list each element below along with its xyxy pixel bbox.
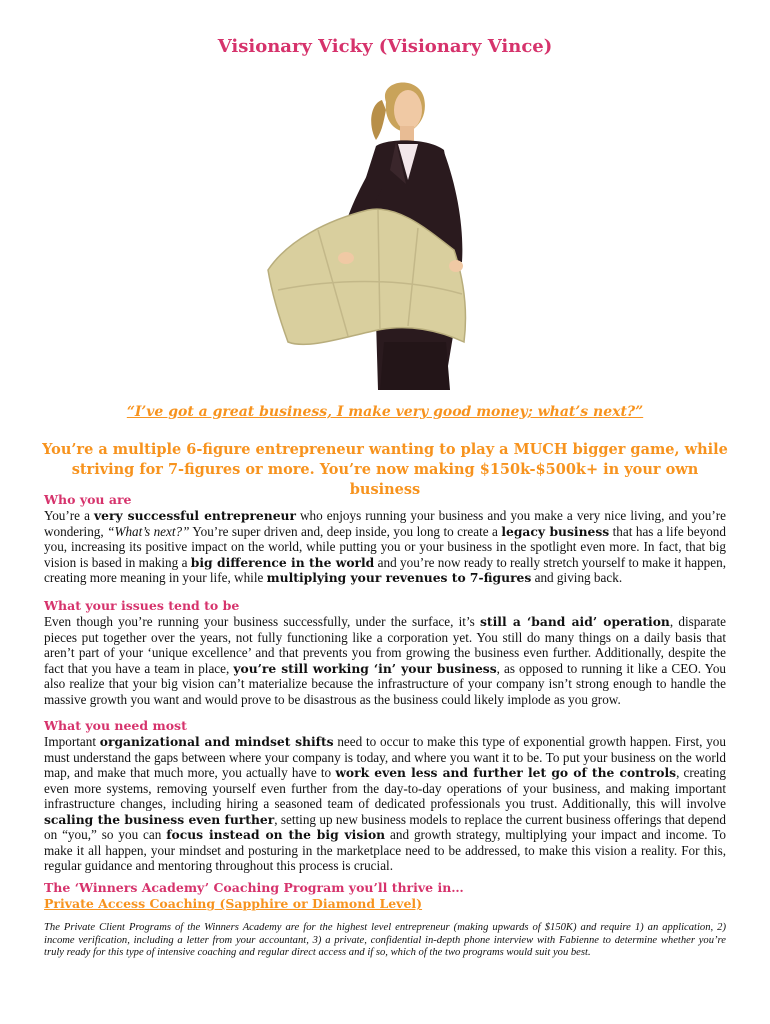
winners-academy-heading: The ‘Winners Academy’ Coaching Program you’ll thrive in…: [44, 880, 464, 895]
program-requirements-note: The Private Client Programs of the Winners Academy are for the highest level entrepreneur (making upwards of $150K) and require 1) an application, 2) income verification, including a letter from your accountant, 3) a private, confidential in-depth phone interview with Fabienne to determine whether you’re truly ready for this type of intensive coaching and regular direct access and if so, which of the two programs would suit you best.: [44, 922, 726, 958]
section-winners-academy: [44, 880, 726, 912]
page-title: Visionary Vicky (Visionary Vince): [217, 36, 553, 57]
section-body-issues: Even though you’re running your business successfully, under the surface, it’s still a ‘band aid’ operation, disparate pieces put together over the years, not fully functioning like a corporation yet. You still do many things on a daily basis that aren’t part of your ‘unique excellence’ and that prevents you from growing the business even further. Additionally, despite the fact that you have a team in place, you’re still working ‘in’ your business, as opposed to running it like a CEO. You also realize that your big vision can’t materialize because the infrastructure of your company isn’t strong enough to handle the massive growth you want and would prove to be disastrous as the business could likely implode as you grow.: [44, 614, 727, 707]
businesswoman-with-map-photo: [258, 80, 558, 390]
target-audience-subheading: You’re a multiple 6-figure entrepreneur wanting to play a MUCH bigger game, while striving for 7-figures or more. You’re now making $150k-$500k+ in your own business: [42, 441, 728, 498]
section-heading-issues: What your issues tend to be: [44, 598, 240, 613]
section-body-needs: Important organizational and mindset shifts need to occur to make this type of exponential growth happen. First, you must understand the gaps between where your company is today, and where you want it to be. To put your business on the world map, and make that much more, you actually have to work even less and further let go of the controls, creating even more systems, removing yourself even further from the day-to-day operations of your business, and making important infrastructure changes, including hiring a seasoned team of dedicated professionals you trust. Additionally, this will involve scaling the business even further, setting up new business models to replace the current business offerings that depend on “you,” so you can focus instead on the big vision and growth strategy, multiplying your impact and income. To make it all happen, your mindset and posturing in the marketplace need to be addressed, to make this vision a reality. For this, regular guidance and mentoring throughout this process is crucial.: [44, 734, 726, 873]
section-body-who: You’re a very successful entrepreneur who enjoys running your business and you make a very nice living, and you’re wondering, “What’s next?” You’re super driven and, deep inside, you long to create a legacy business that has a life beyond you, increasing its positive impact on the world, while putting you or your business in the spotlight even more. In fact, that big vision is based in making a big difference in the world and you’re now ready to really stretch yourself to make it happen, creating more meaning in your life, while multiplying your revenues to 7-figures and giving back.: [44, 508, 727, 585]
private-access-coaching-link[interactable]: Private Access Coaching (Sapphire or Diamond Level): [44, 896, 423, 911]
section-issues: [44, 598, 726, 707]
section-heading-needs: What you need most: [44, 718, 187, 733]
section-heading-who: Who you are: [44, 492, 132, 507]
headline-quote: “I’ve got a great business, I make very good money; what’s next?”: [126, 404, 644, 420]
section-who-you-are: [44, 492, 726, 586]
section-needs: [44, 718, 726, 874]
